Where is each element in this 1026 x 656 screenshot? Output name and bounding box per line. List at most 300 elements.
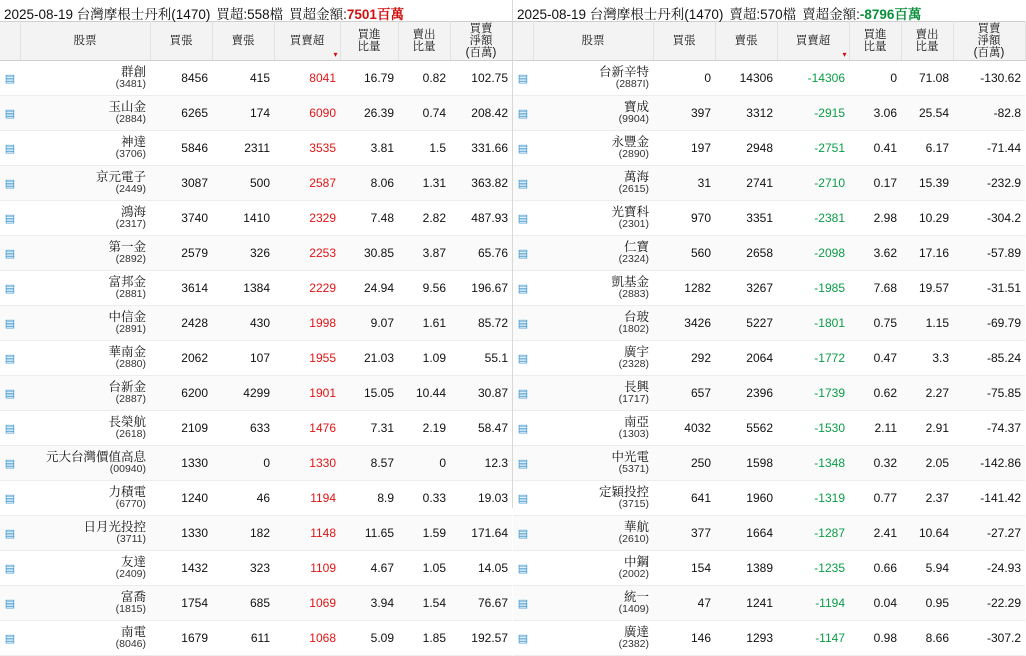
grid-icon[interactable]: ▤	[517, 353, 529, 366]
buy-lots-cell: 146	[653, 621, 715, 656]
sell-ratio-cell: 2.19	[398, 411, 450, 446]
sell-lots-cell: 500	[212, 166, 274, 201]
grid-icon[interactable]: ▤	[517, 213, 529, 226]
table-row[interactable]	[513, 271, 1025, 306]
grid-icon[interactable]: ▤	[4, 598, 16, 611]
stock-name-cell[interactable]	[20, 551, 150, 586]
stock-name: 中信金	[108, 310, 146, 325]
stock-name-cell[interactable]	[20, 341, 150, 376]
table-row[interactable]	[0, 61, 512, 96]
row-detail-icon-cell[interactable]	[0, 586, 20, 621]
table-row[interactable]	[513, 96, 1025, 131]
table-row[interactable]	[513, 481, 1025, 516]
buy-lots-cell: 397	[653, 96, 715, 131]
stock-code: (3481)	[115, 78, 146, 91]
stock-name-cell[interactable]	[533, 516, 653, 551]
net-lots-cell: -1348	[777, 446, 849, 481]
col-header-buy-ratio[interactable]: 買進 比量	[849, 22, 901, 61]
table-row[interactable]	[0, 166, 512, 201]
stock-name-cell[interactable]	[20, 236, 150, 271]
buy-ratio-cell: 11.65	[340, 516, 398, 551]
stock-name-cell[interactable]	[533, 166, 653, 201]
stock-name: 統一	[623, 590, 649, 605]
row-detail-icon-cell[interactable]	[513, 306, 533, 341]
buy-lots-cell: 560	[653, 236, 715, 271]
grid-icon[interactable]: ▤	[517, 388, 529, 401]
grid-icon[interactable]: ▤	[4, 458, 16, 471]
sell-ratio-cell: 1.85	[398, 621, 450, 656]
stock-name-cell[interactable]	[20, 166, 150, 201]
net-lots-cell: 1955	[274, 341, 340, 376]
grid-icon[interactable]: ▤	[517, 318, 529, 331]
net-amount-cell: -31.51	[953, 271, 1025, 306]
sell-ratio-cell: 17.16	[901, 236, 953, 271]
col-header-stock[interactable]: 股票	[20, 22, 150, 61]
stock-name: 玉山金	[108, 100, 146, 115]
sell-ratio-cell: 15.39	[901, 166, 953, 201]
row-detail-icon-cell[interactable]	[513, 236, 533, 271]
table-row[interactable]	[0, 586, 512, 621]
buy-ratio-cell: 0.66	[849, 551, 901, 586]
buy-lots-cell: 1679	[150, 621, 212, 656]
stock-name-cell[interactable]	[533, 96, 653, 131]
col-header-net-amount[interactable]: 買賣 淨額 (百萬)	[450, 22, 512, 61]
table-row[interactable]	[513, 306, 1025, 341]
net-amount-cell: -141.42	[953, 481, 1025, 516]
sell-amount-value: -8796百萬	[859, 7, 922, 22]
sell-lots-cell: 1410	[212, 201, 274, 236]
stock-code: (2887I)	[615, 78, 649, 91]
row-detail-icon-cell[interactable]	[513, 621, 533, 656]
grid-icon[interactable]: ▤	[4, 108, 16, 121]
row-detail-icon-cell[interactable]	[0, 96, 20, 131]
stock-name-cell[interactable]	[20, 201, 150, 236]
buy-lots-cell: 197	[653, 131, 715, 166]
net-lots-cell: -1287	[777, 516, 849, 551]
buy-ratio-cell: 2.41	[849, 516, 901, 551]
stock-name-cell[interactable]	[533, 446, 653, 481]
sell-count-value: 570檔	[760, 7, 797, 22]
row-detail-icon-cell[interactable]	[513, 446, 533, 481]
row-detail-icon-cell[interactable]	[0, 446, 20, 481]
stock-code: (2610)	[618, 533, 649, 546]
table-row[interactable]	[0, 411, 512, 446]
row-detail-icon-cell[interactable]	[0, 271, 20, 306]
grid-icon[interactable]: ▤	[4, 73, 16, 86]
row-detail-icon-cell[interactable]	[513, 341, 533, 376]
table-row[interactable]	[0, 201, 512, 236]
table-row[interactable]	[513, 516, 1025, 551]
sell-ratio-cell: 10.29	[901, 201, 953, 236]
table-row[interactable]	[0, 516, 512, 551]
stock-code: (3706)	[115, 148, 146, 161]
buy-lots-cell: 3426	[653, 306, 715, 341]
stock-name-cell[interactable]	[533, 481, 653, 516]
sell-ratio-cell: 1.61	[398, 306, 450, 341]
buy-ratio-cell: 2.98	[849, 201, 901, 236]
buy-count-label: 買超:	[216, 7, 248, 22]
table-row[interactable]	[513, 236, 1025, 271]
table-row[interactable]	[0, 236, 512, 271]
grid-icon[interactable]: ▤	[4, 143, 16, 156]
net-amount-cell: 487.93	[450, 201, 512, 236]
table-row[interactable]	[513, 61, 1025, 96]
row-detail-icon-cell[interactable]	[0, 481, 20, 516]
buy-lots-cell: 292	[653, 341, 715, 376]
net-amount-cell: -75.85	[953, 376, 1025, 411]
row-detail-icon-cell[interactable]	[0, 166, 20, 201]
stock-name-cell[interactable]	[533, 61, 653, 96]
sell-panel	[512, 0, 1024, 651]
net-lots-cell: 1901	[274, 376, 340, 411]
stock-name: 富喬	[120, 590, 146, 605]
grid-icon[interactable]: ▤	[517, 108, 529, 121]
col-header-buy-lots[interactable]: 買張	[150, 22, 212, 61]
table-row[interactable]	[513, 131, 1025, 166]
stock-name: 台新辛特	[598, 65, 649, 80]
buy-lots-cell: 6265	[150, 96, 212, 131]
row-detail-icon-cell[interactable]	[513, 61, 533, 96]
stock-code: (2887)	[115, 393, 146, 406]
net-amount-cell: -69.79	[953, 306, 1025, 341]
net-lots-cell: -2710	[777, 166, 849, 201]
buy-amount-label: 買超金額:	[289, 7, 347, 22]
row-detail-icon-cell[interactable]	[513, 551, 533, 586]
sell-lots-cell: 326	[212, 236, 274, 271]
net-lots-cell: 2329	[274, 201, 340, 236]
net-lots-cell: -1530	[777, 411, 849, 446]
net-amount-cell: -27.27	[953, 516, 1025, 551]
buy-lots-cell: 2579	[150, 236, 212, 271]
grid-icon[interactable]: ▤	[517, 248, 529, 261]
buy-lots-cell: 641	[653, 481, 715, 516]
col-header-net-amount[interactable]: 買賣 淨額 (百萬)	[953, 22, 1025, 61]
row-detail-icon-cell[interactable]	[0, 621, 20, 656]
buy-ratio-cell: 2.11	[849, 411, 901, 446]
grid-icon[interactable]: ▤	[4, 353, 16, 366]
net-amount-cell: 331.66	[450, 131, 512, 166]
sell-lots-cell: 1384	[212, 271, 274, 306]
stock-name: 仁寶	[623, 240, 649, 255]
sell-lots-cell: 107	[212, 341, 274, 376]
col-header-net[interactable]: 買賣超 ▾	[777, 22, 849, 61]
stock-name-cell[interactable]	[533, 131, 653, 166]
stock-name-cell[interactable]	[20, 621, 150, 656]
stock-name: 南電	[120, 625, 146, 640]
stock-name-cell[interactable]	[533, 586, 653, 621]
table-row[interactable]	[513, 201, 1025, 236]
sell-ratio-cell: 1.31	[398, 166, 450, 201]
stock-code: (3711)	[116, 533, 146, 546]
grid-icon[interactable]: ▤	[4, 388, 16, 401]
sell-table	[513, 21, 1026, 656]
col-header-stock[interactable]: 股票	[533, 22, 653, 61]
table-row[interactable]	[513, 551, 1025, 586]
table-row[interactable]	[513, 411, 1025, 446]
col-header-buy-lots[interactable]: 買張	[653, 22, 715, 61]
table-row[interactable]	[0, 376, 512, 411]
sell-lots-cell: 5227	[715, 306, 777, 341]
stock-name: 友達	[120, 555, 146, 570]
row-detail-icon-cell[interactable]	[513, 271, 533, 306]
stock-code: (5371)	[618, 463, 649, 476]
buy-ratio-cell: 8.06	[340, 166, 398, 201]
sell-lots-cell: 1664	[715, 516, 777, 551]
buy-ratio-cell: 7.48	[340, 201, 398, 236]
col-header-sell-lots[interactable]: 賣張	[715, 22, 777, 61]
net-amount-cell: 196.67	[450, 271, 512, 306]
table-row[interactable]	[0, 446, 512, 481]
sell-lots-cell: 1241	[715, 586, 777, 621]
buy-lots-cell: 4032	[653, 411, 715, 446]
sell-lots-cell: 46	[212, 481, 274, 516]
row-detail-icon-cell[interactable]	[513, 411, 533, 446]
buy-lots-cell: 970	[653, 201, 715, 236]
grid-icon[interactable]: ▤	[517, 598, 529, 611]
grid-icon[interactable]: ▤	[517, 493, 529, 506]
stock-code: (8046)	[115, 638, 146, 651]
stock-code: (2317)	[115, 218, 146, 231]
stock-name-cell[interactable]	[533, 341, 653, 376]
sell-ratio-cell: 9.56	[398, 271, 450, 306]
row-detail-icon-cell[interactable]	[0, 341, 20, 376]
row-detail-icon-cell[interactable]	[513, 516, 533, 551]
col-header-sell-lots[interactable]: 賣張	[212, 22, 274, 61]
stock-name-cell[interactable]	[20, 411, 150, 446]
stock-name: 長興	[623, 380, 649, 395]
sell-ratio-cell: 2.82	[398, 201, 450, 236]
stock-name: 永豐金	[611, 135, 649, 150]
sell-ratio-cell: 0.82	[398, 61, 450, 96]
buy-lots-cell: 31	[653, 166, 715, 201]
stock-name-cell[interactable]	[20, 376, 150, 411]
row-detail-icon-cell[interactable]	[513, 96, 533, 131]
table-row[interactable]	[513, 621, 1025, 656]
grid-icon[interactable]: ▤	[517, 633, 529, 646]
sell-lots-cell: 1293	[715, 621, 777, 656]
sell-lots-cell: 2396	[715, 376, 777, 411]
stock-name: 第一金	[108, 240, 146, 255]
stock-name-cell[interactable]	[20, 481, 150, 516]
net-lots-cell: 2229	[274, 271, 340, 306]
grid-icon[interactable]: ▤	[517, 423, 529, 436]
sell-ratio-cell: 1.54	[398, 586, 450, 621]
stock-name: 元大台灣價值高息	[45, 450, 146, 465]
row-detail-icon-cell[interactable]	[0, 376, 20, 411]
stock-name-cell[interactable]	[20, 271, 150, 306]
grid-icon[interactable]: ▤	[4, 528, 16, 541]
col-header-buy-ratio[interactable]: 買進 比量	[340, 22, 398, 61]
grid-icon[interactable]: ▤	[4, 318, 16, 331]
row-detail-icon-cell[interactable]	[513, 481, 533, 516]
sell-lots-cell: 3351	[715, 201, 777, 236]
table-row[interactable]	[0, 96, 512, 131]
row-detail-icon-cell[interactable]	[513, 201, 533, 236]
table-row[interactable]	[513, 341, 1025, 376]
row-detail-icon-cell[interactable]	[0, 551, 20, 586]
buy-lots-cell: 3740	[150, 201, 212, 236]
stock-name: 萬海	[623, 170, 649, 185]
sell-panel-header	[513, 0, 1024, 21]
table-row[interactable]	[0, 271, 512, 306]
col-header-icon	[0, 22, 20, 61]
net-amount-cell: 363.82	[450, 166, 512, 201]
row-detail-icon-cell[interactable]	[0, 131, 20, 166]
col-header-net[interactable]: 買賣超 ▾	[274, 22, 340, 61]
sell-lots-cell: 2658	[715, 236, 777, 271]
sell-lots-cell: 2064	[715, 341, 777, 376]
stock-name-cell[interactable]	[20, 446, 150, 481]
grid-icon[interactable]: ▤	[517, 528, 529, 541]
row-detail-icon-cell[interactable]	[0, 236, 20, 271]
sell-lots-cell: 14306	[715, 61, 777, 96]
row-detail-icon-cell[interactable]	[513, 131, 533, 166]
buy-count-value: 558檔	[247, 7, 284, 22]
sell-ratio-cell: 2.91	[901, 411, 953, 446]
buy-lots-cell: 3087	[150, 166, 212, 201]
stock-code: (2382)	[618, 638, 649, 651]
grid-icon[interactable]: ▤	[4, 213, 16, 226]
stock-name-cell[interactable]	[533, 376, 653, 411]
row-detail-icon-cell[interactable]	[513, 166, 533, 201]
stock-code: (00940)	[109, 463, 146, 476]
buy-lots-cell: 2062	[150, 341, 212, 376]
stock-name: 長榮航	[108, 415, 146, 430]
stock-name-cell[interactable]	[533, 411, 653, 446]
table-row[interactable]	[0, 306, 512, 341]
grid-icon[interactable]: ▤	[4, 563, 16, 576]
grid-icon[interactable]: ▤	[517, 563, 529, 576]
net-amount-cell: 30.87	[450, 376, 512, 411]
stock-name-cell[interactable]	[20, 131, 150, 166]
table-row[interactable]	[513, 446, 1025, 481]
stock-name-cell[interactable]	[533, 201, 653, 236]
grid-icon[interactable]: ▤	[517, 178, 529, 191]
stock-name-cell[interactable]	[20, 61, 150, 96]
net-lots-cell: 1148	[274, 516, 340, 551]
net-amount-cell: -232.9	[953, 166, 1025, 201]
stock-name: 中光電	[611, 450, 649, 465]
stock-name-cell[interactable]	[533, 271, 653, 306]
grid-icon[interactable]: ▤	[4, 248, 16, 261]
buy-lots-cell: 8456	[150, 61, 212, 96]
stock-code: (2891)	[115, 323, 146, 336]
table-row[interactable]	[0, 341, 512, 376]
sell-ratio-cell: 0.95	[901, 586, 953, 621]
stock-name-cell[interactable]	[20, 306, 150, 341]
row-detail-icon-cell[interactable]	[0, 201, 20, 236]
net-amount-cell: -85.24	[953, 341, 1025, 376]
net-amount-cell: -24.93	[953, 551, 1025, 586]
row-detail-icon-cell[interactable]	[513, 586, 533, 621]
net-lots-cell: 1068	[274, 621, 340, 656]
stock-name: 台玻	[623, 310, 649, 325]
buy-lots-cell: 250	[653, 446, 715, 481]
row-detail-icon-cell[interactable]	[513, 376, 533, 411]
buy-lots-cell: 1754	[150, 586, 212, 621]
net-amount-cell: -22.29	[953, 586, 1025, 621]
stock-name-cell[interactable]	[20, 96, 150, 131]
stock-name-cell[interactable]	[533, 551, 653, 586]
row-detail-icon-cell[interactable]	[0, 411, 20, 446]
sell-lots-cell: 1960	[715, 481, 777, 516]
stock-name-cell[interactable]	[533, 621, 653, 656]
grid-icon[interactable]: ▤	[4, 283, 16, 296]
table-row[interactable]	[0, 621, 512, 656]
buy-ratio-cell: 15.05	[340, 376, 398, 411]
buy-lots-cell: 1282	[653, 271, 715, 306]
stock-code: (2884)	[115, 113, 146, 126]
sell-ratio-cell: 2.05	[901, 446, 953, 481]
col-header-icon	[513, 22, 533, 61]
grid-icon[interactable]: ▤	[4, 423, 16, 436]
buy-ratio-cell: 8.9	[340, 481, 398, 516]
table-row[interactable]	[513, 166, 1025, 201]
net-lots-cell: 1069	[274, 586, 340, 621]
net-lots-cell: -2751	[777, 131, 849, 166]
net-lots-cell: 8041	[274, 61, 340, 96]
table-row[interactable]	[513, 376, 1025, 411]
buy-panel-header	[0, 0, 512, 21]
stock-name-cell[interactable]	[533, 236, 653, 271]
net-lots-cell: 2587	[274, 166, 340, 201]
sell-ratio-cell: 0	[398, 446, 450, 481]
buy-ratio-cell: 5.09	[340, 621, 398, 656]
buy-ratio-cell: 7.31	[340, 411, 398, 446]
table-row[interactable]	[0, 551, 512, 586]
table-row[interactable]	[0, 131, 512, 166]
grid-icon[interactable]: ▤	[4, 633, 16, 646]
stock-name-cell[interactable]	[20, 516, 150, 551]
sell-ratio-cell: 3.3	[901, 341, 953, 376]
col-header-sell-ratio[interactable]: 賣出 比量	[901, 22, 953, 61]
sell-ratio-cell: 0.33	[398, 481, 450, 516]
table-row[interactable]	[0, 481, 512, 516]
stock-name-cell[interactable]	[20, 586, 150, 621]
buy-ratio-cell: 26.39	[340, 96, 398, 131]
grid-icon[interactable]: ▤	[4, 178, 16, 191]
stock-code: (9904)	[618, 113, 649, 126]
buy-ratio-cell: 24.94	[340, 271, 398, 306]
net-lots-cell: -2381	[777, 201, 849, 236]
grid-icon[interactable]: ▤	[517, 73, 529, 86]
grid-icon[interactable]: ▤	[517, 458, 529, 471]
buy-ratio-cell: 7.68	[849, 271, 901, 306]
net-amount-cell: -82.8	[953, 96, 1025, 131]
grid-icon[interactable]: ▤	[517, 143, 529, 156]
stock-name: 寶成	[623, 100, 649, 115]
net-amount-cell: 76.67	[450, 586, 512, 621]
col-header-sell-ratio[interactable]: 賣出 比量	[398, 22, 450, 61]
row-detail-icon-cell[interactable]	[0, 61, 20, 96]
row-detail-icon-cell[interactable]	[0, 306, 20, 341]
stock-name-cell[interactable]	[533, 306, 653, 341]
table-row[interactable]	[513, 586, 1025, 621]
buy-ratio-cell: 3.06	[849, 96, 901, 131]
sell-lots-cell: 415	[212, 61, 274, 96]
stock-name: 力積電	[108, 485, 146, 500]
net-lots-cell: 3535	[274, 131, 340, 166]
grid-icon[interactable]: ▤	[517, 283, 529, 296]
sell-ratio-cell: 6.17	[901, 131, 953, 166]
sell-ratio-cell: 0.74	[398, 96, 450, 131]
row-detail-icon-cell[interactable]	[0, 516, 20, 551]
sell-lots-cell: 430	[212, 306, 274, 341]
grid-icon[interactable]: ▤	[4, 493, 16, 506]
sell-lots-cell: 1389	[715, 551, 777, 586]
net-amount-cell: 12.3	[450, 446, 512, 481]
sell-ratio-cell: 25.54	[901, 96, 953, 131]
